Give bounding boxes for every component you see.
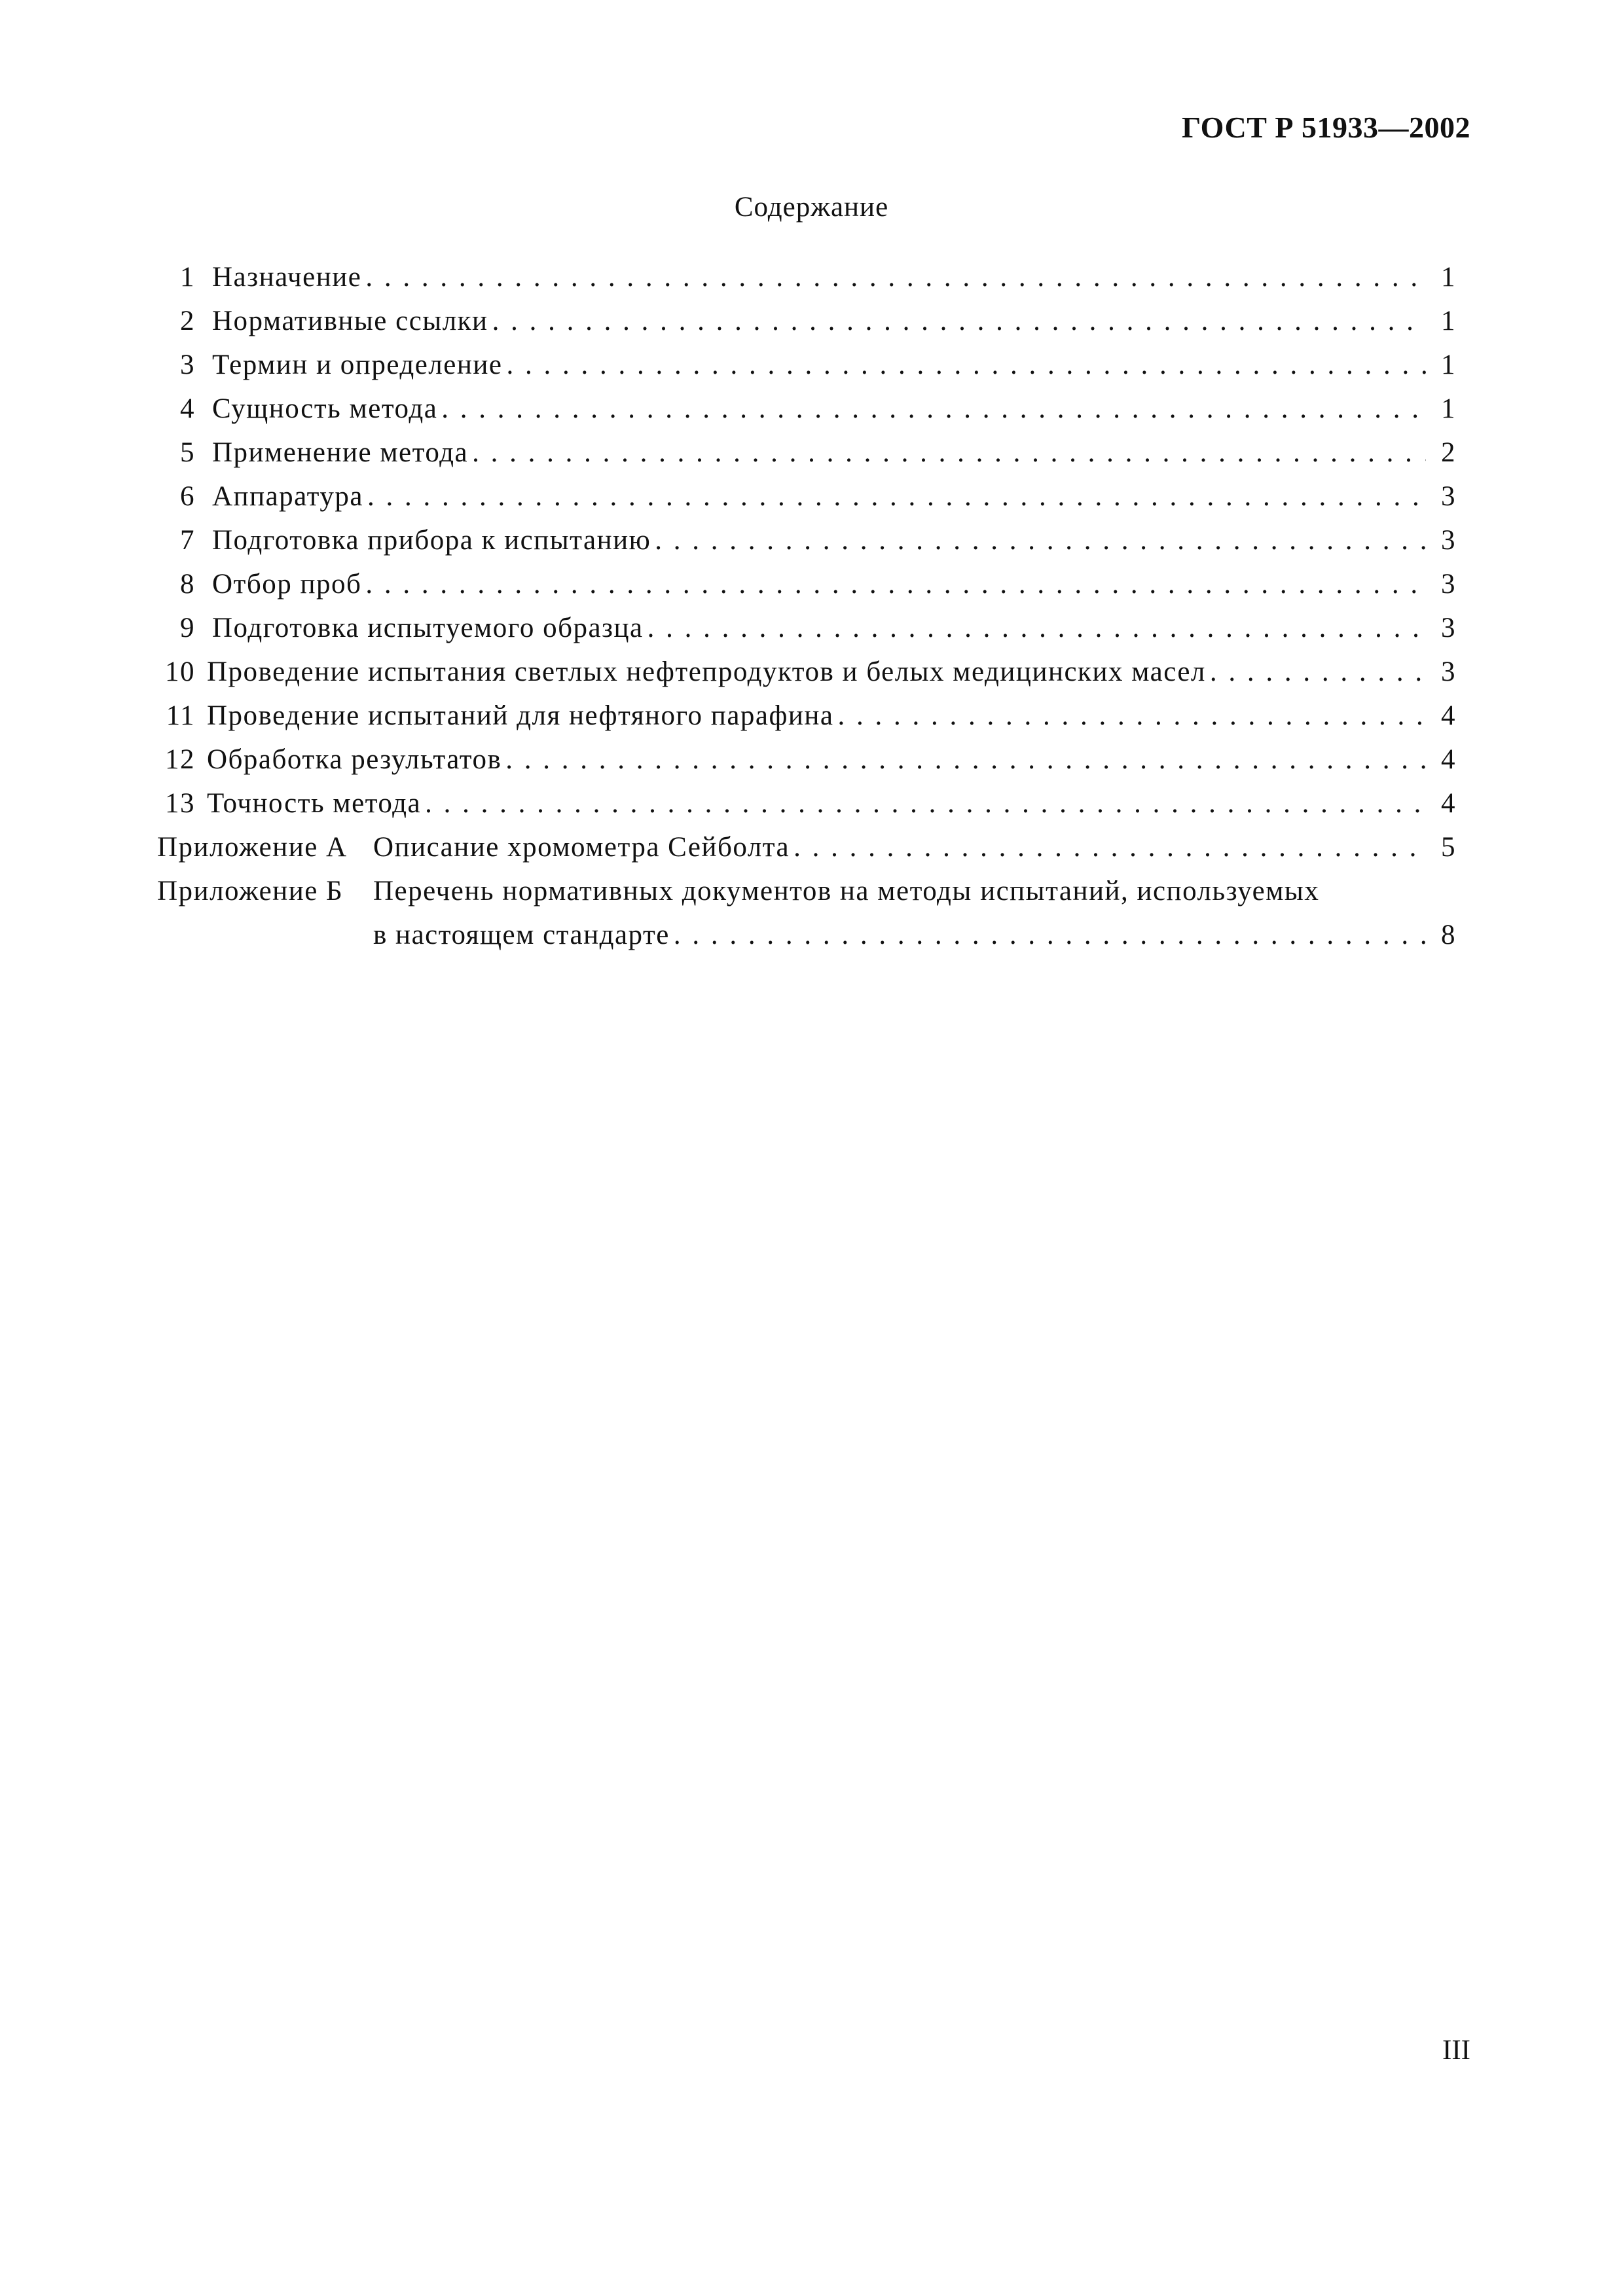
toc-entry-title: Назначение xyxy=(212,262,362,293)
toc-leader xyxy=(361,562,1426,606)
toc-entry xyxy=(157,650,1456,694)
toc-leader xyxy=(468,431,1426,475)
toc-leader xyxy=(437,387,1426,431)
toc-appendix-page: 5 xyxy=(1441,832,1456,863)
table-of-contents xyxy=(157,255,1456,957)
toc-leader xyxy=(833,694,1426,738)
toc-entry-title: Аппаратура xyxy=(212,481,363,512)
toc-leader xyxy=(670,913,1426,957)
toc-leader xyxy=(644,606,1426,650)
toc-entry-page: 4 xyxy=(1441,744,1456,775)
toc-entry-title: Термин и определение xyxy=(212,350,503,380)
toc-appendix-entry xyxy=(157,825,1456,869)
toc-entry xyxy=(157,518,1456,562)
toc-entry-title: Отбор проб xyxy=(212,569,362,600)
toc-entry-number: 5 xyxy=(180,437,195,468)
toc-entry-number: 6 xyxy=(180,481,195,512)
toc-entry-page: 3 xyxy=(1441,656,1456,687)
toc-entry-title: Подготовка испытуемого образца xyxy=(212,613,644,643)
toc-entry-number: 13 xyxy=(165,788,195,819)
toc-appendix-label: Приложение А xyxy=(157,832,348,863)
toc-entry-page: 3 xyxy=(1441,481,1456,512)
toc-leader xyxy=(501,738,1426,781)
toc-entry-title: Обработка результатов xyxy=(207,744,502,775)
toc-entry-number: 11 xyxy=(166,700,195,731)
toc-heading: Содержание xyxy=(734,192,889,223)
page-number: III xyxy=(1442,2035,1470,2066)
toc-entry xyxy=(157,387,1456,431)
toc-entry-page: 3 xyxy=(1441,613,1456,643)
toc-leader xyxy=(363,475,1426,518)
toc-leader xyxy=(651,518,1426,562)
toc-entry-title: Применение метода xyxy=(212,437,469,468)
toc-entry xyxy=(157,694,1456,738)
toc-leader xyxy=(421,781,1426,825)
toc-entry-number: 8 xyxy=(180,569,195,600)
toc-leader xyxy=(502,343,1426,387)
toc-entry xyxy=(157,343,1456,387)
toc-entry-page: 2 xyxy=(1441,437,1456,468)
toc-entry-title: Сущность метода xyxy=(212,393,438,424)
toc-entry-page: 1 xyxy=(1441,306,1456,336)
toc-entry-page: 1 xyxy=(1441,262,1456,293)
toc-entry-number: 10 xyxy=(165,656,195,687)
toc-leader xyxy=(488,299,1426,343)
toc-entry-page: 3 xyxy=(1441,525,1456,556)
toc-entry-number: 2 xyxy=(180,306,195,336)
toc-appendix-page: 8 xyxy=(1441,920,1456,950)
toc-leader xyxy=(790,825,1426,869)
toc-leader xyxy=(1206,650,1426,694)
toc-entry-number: 4 xyxy=(180,393,195,424)
toc-entry xyxy=(157,562,1456,606)
toc-entry-number: 12 xyxy=(165,744,195,775)
toc-appendix-title-continued: в настоящем стандарте xyxy=(373,920,670,950)
toc-appendix-entry xyxy=(157,869,1456,913)
toc-entry-title: Нормативные ссылки xyxy=(212,306,488,336)
toc-appendix-label: Приложение Б xyxy=(157,876,344,906)
toc-leader xyxy=(361,255,1426,299)
toc-entry-page: 4 xyxy=(1441,788,1456,819)
toc-entry xyxy=(157,431,1456,475)
toc-entry-title: Точность метода xyxy=(207,788,422,819)
toc-entry-page: 1 xyxy=(1441,350,1456,380)
toc-entry xyxy=(157,255,1456,299)
toc-entry-title: Подготовка прибора к испытанию xyxy=(212,525,651,556)
toc-entry-page: 1 xyxy=(1441,393,1456,424)
toc-appendix-title: Перечень нормативных документов на методы испытаний, используемых xyxy=(373,876,1320,906)
toc-entry xyxy=(157,606,1456,650)
toc-entry-number: 3 xyxy=(180,350,195,380)
toc-entry xyxy=(157,475,1456,518)
toc-entry-page: 4 xyxy=(1441,700,1456,731)
toc-entry-number: 7 xyxy=(180,525,195,556)
toc-entry xyxy=(157,299,1456,343)
toc-entry-number: 9 xyxy=(180,613,195,643)
toc-entry-title: Проведение испытаний для нефтяного парафина xyxy=(207,700,834,731)
toc-entry-page: 3 xyxy=(1441,569,1456,600)
toc-appendix-entry-continued xyxy=(157,913,1456,957)
toc-entry-number: 1 xyxy=(180,262,195,293)
toc-entry xyxy=(157,781,1456,825)
toc-entry-title: Проведение испытания светлых нефтепродуктов и белых медицинских масел xyxy=(207,656,1206,687)
document-code: ГОСТ Р 51933—2002 xyxy=(1182,111,1470,144)
toc-entry xyxy=(157,738,1456,781)
toc-appendix-title: Описание хромометра Сейболта xyxy=(373,832,790,863)
